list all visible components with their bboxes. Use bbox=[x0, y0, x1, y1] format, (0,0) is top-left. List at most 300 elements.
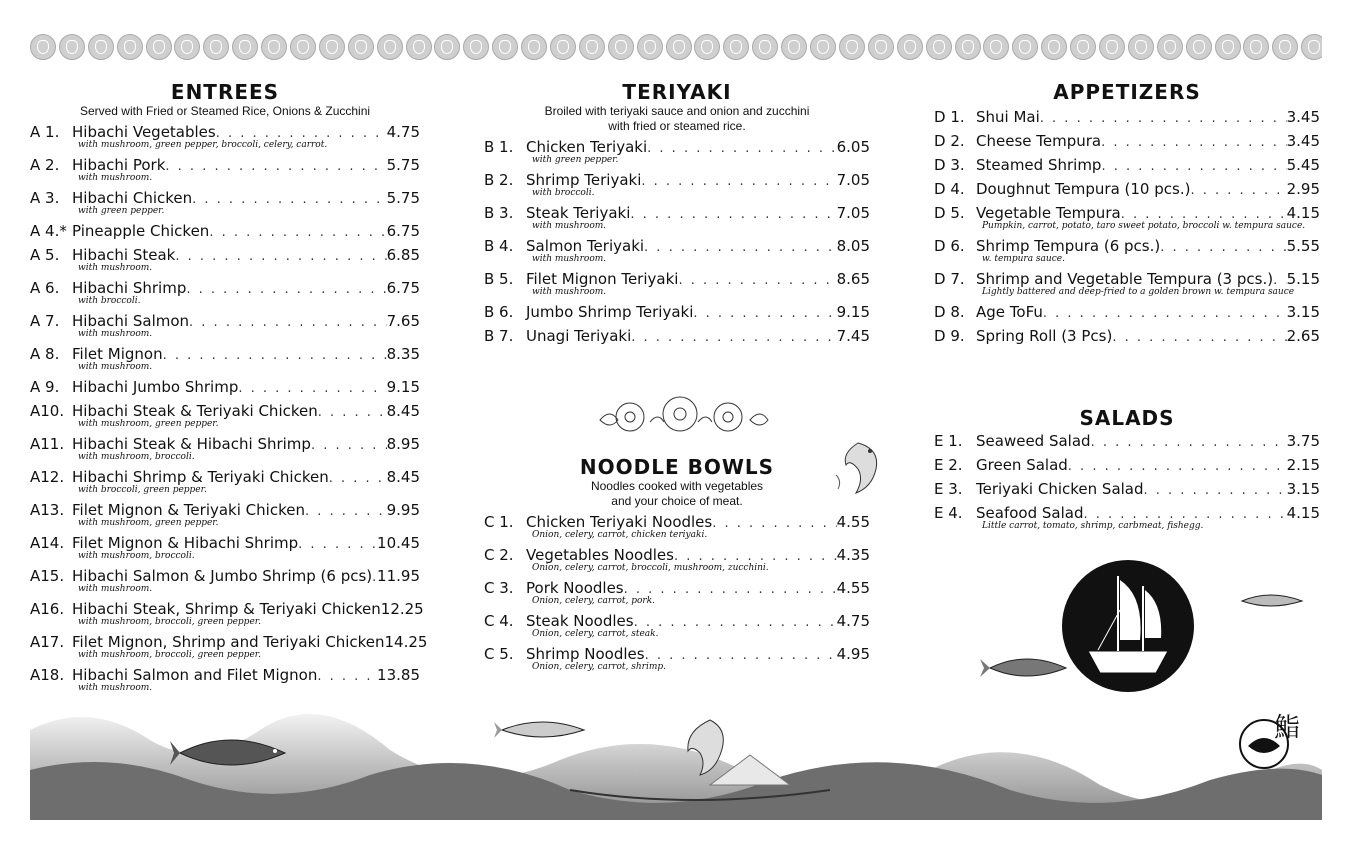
ship-medallion-illustration bbox=[1058, 556, 1198, 696]
menu-item-name: Jumbo Shrimp Teriyaki bbox=[526, 303, 694, 321]
menu-item-code: D 7. bbox=[934, 270, 965, 288]
menu-item bbox=[934, 237, 1320, 265]
menu-item-description: with mushroom. bbox=[78, 329, 153, 339]
menu-item-description: Onion, celery, carrot, shrimp. bbox=[532, 662, 666, 672]
menu-item-name: Doughnut Tempura (10 pcs.) bbox=[976, 180, 1191, 198]
menu-item-name: Steak Teriyaki bbox=[526, 204, 631, 222]
border-medallion bbox=[1128, 34, 1154, 60]
menu-item bbox=[484, 270, 870, 298]
menu-item-price: 4.35 bbox=[836, 546, 870, 564]
menu-item-leader-dots bbox=[238, 379, 386, 398]
menu-item-code: E 2. bbox=[934, 456, 963, 474]
border-medallion bbox=[579, 34, 605, 60]
menu-item-leader-dots bbox=[630, 205, 836, 224]
menu-item-leader-dots bbox=[1091, 433, 1287, 452]
menu-item-description: Lightly battered and deep-fried to a golden brown w. tempura sauce bbox=[982, 287, 1295, 297]
menu-item-row bbox=[934, 327, 1320, 347]
menu-item bbox=[484, 579, 870, 607]
entrees-title: ENTREES bbox=[170, 80, 280, 104]
menu-item-name: Shrimp Teriyaki bbox=[526, 171, 642, 189]
menu-item-description: Pumpkin, carrot, potato, taro sweet potato, broccoli w. tempura sauce. bbox=[982, 221, 1306, 231]
menu-item-code: D 1. bbox=[934, 108, 965, 126]
menu-item-row bbox=[934, 180, 1320, 200]
menu-item-description: with broccoli. bbox=[532, 188, 595, 198]
border-medallion bbox=[637, 34, 663, 60]
menu-item-code: A15. bbox=[30, 567, 65, 585]
menu-item-code: A 8. bbox=[30, 345, 60, 363]
menu-item-description: Onion, celery, carrot, chicken teriyaki. bbox=[532, 530, 708, 540]
menu-item-code: A16. bbox=[30, 600, 65, 618]
border-medallion bbox=[955, 34, 981, 60]
menu-item-leader-dots bbox=[186, 280, 386, 299]
menu-item-price: 5.75 bbox=[386, 189, 420, 207]
border-medallion bbox=[723, 34, 749, 60]
right-tuna-fish-illustration bbox=[980, 650, 1070, 685]
menu-item-name: Cheese Tempura bbox=[976, 132, 1102, 150]
menu-item bbox=[934, 132, 1320, 152]
border-medallion bbox=[1272, 34, 1298, 60]
border-medallion bbox=[348, 34, 374, 60]
menu-item-price: 7.05 bbox=[836, 204, 870, 222]
menu-item-row bbox=[484, 303, 870, 323]
menu-item-description: with mushroom. bbox=[532, 254, 607, 264]
menu-item bbox=[484, 546, 870, 574]
menu-item-price: 8.45 bbox=[386, 468, 420, 486]
salads-section bbox=[934, 406, 1320, 537]
menu-item-leader-dots bbox=[1190, 181, 1286, 200]
border-medallion bbox=[666, 34, 692, 60]
border-medallion bbox=[1041, 34, 1067, 60]
menu-item-leader-dots bbox=[1040, 109, 1287, 128]
chrysanthemum-ornament bbox=[590, 392, 770, 442]
menu-item-leader-dots bbox=[641, 172, 836, 191]
menu-item-code: B 2. bbox=[484, 171, 514, 189]
menu-item-name: Hibachi Salmon & Jumbo Shrimp (6 pcs) bbox=[72, 567, 373, 585]
menu-item-name: Hibachi Pork bbox=[72, 156, 166, 174]
menu-item-code: C 3. bbox=[484, 579, 514, 597]
menu-item-name: Vegetable Tempura bbox=[976, 204, 1121, 222]
menu-item-code: C 5. bbox=[484, 645, 514, 663]
menu-item bbox=[30, 633, 428, 661]
menu-item-description: Onion, celery, carrot, broccoli, mushroom, zucchini. bbox=[532, 563, 769, 573]
menu-item-row bbox=[934, 432, 1320, 452]
menu-item bbox=[484, 204, 870, 232]
border-medallion bbox=[146, 34, 172, 60]
menu-item-code: A 3. bbox=[30, 189, 60, 207]
border-medallion bbox=[983, 34, 1009, 60]
menu-item-leader-dots bbox=[631, 328, 836, 347]
menu-item bbox=[484, 171, 870, 199]
menu-item bbox=[484, 327, 870, 347]
menu-item-description: with mushroom, green pepper, broccoli, celery, carrot. bbox=[78, 140, 328, 150]
menu-item-description: with mushroom. bbox=[78, 683, 153, 693]
menu-item-price: 5.55 bbox=[1286, 237, 1320, 255]
border-medallion bbox=[492, 34, 518, 60]
menu-item-description: Onion, celery, carrot, pork. bbox=[532, 596, 656, 606]
menu-item-price: 13.85 bbox=[377, 666, 420, 684]
menu-item-description: with mushroom. bbox=[532, 287, 607, 297]
menu-item-price: 2.95 bbox=[1286, 180, 1320, 198]
menu-item bbox=[934, 504, 1320, 532]
menu-item-row bbox=[934, 303, 1320, 323]
menu-item-description: with mushroom. bbox=[78, 173, 153, 183]
menu-item-leader-dots bbox=[678, 271, 836, 290]
menu-item bbox=[934, 456, 1320, 476]
noodle-bowls-subtitle-line-1: Noodles cooked with vegetables bbox=[590, 479, 764, 493]
menu-item-row bbox=[934, 480, 1320, 500]
border-medallion bbox=[1301, 34, 1322, 60]
menu-item-name: Chicken Teriyaki Noodles bbox=[526, 513, 713, 531]
border-medallion bbox=[1243, 34, 1269, 60]
menu-item-code: D 3. bbox=[934, 156, 965, 174]
menu-item-description: with mushroom, broccoli, green pepper. bbox=[78, 617, 261, 627]
menu-item-code: D 2. bbox=[934, 132, 965, 150]
border-medallion bbox=[377, 34, 403, 60]
menu-item-description: with mushroom. bbox=[78, 263, 153, 273]
menu-item-code: D 4. bbox=[934, 180, 965, 198]
menu-item bbox=[30, 402, 420, 430]
menu-item-price: 3.45 bbox=[1286, 132, 1320, 150]
menu-item-leader-dots bbox=[305, 502, 387, 521]
border-medallion bbox=[88, 34, 114, 60]
menu-item-name: Unagi Teriyaki bbox=[526, 327, 632, 345]
menu-item-code: A 2. bbox=[30, 156, 60, 174]
border-medallion bbox=[261, 34, 287, 60]
menu-item-leader-dots bbox=[1144, 481, 1287, 500]
menu-item bbox=[484, 645, 870, 673]
menu-item-leader-dots bbox=[1068, 457, 1287, 476]
menu-item-name: Filet Mignon, Shrimp and Teriyaki Chicken bbox=[72, 633, 385, 651]
jumping-koi-illustration bbox=[680, 715, 740, 785]
menu-item-code: D 5. bbox=[934, 204, 965, 222]
menu-item-code: C 1. bbox=[484, 513, 514, 531]
menu-item-price: 5.45 bbox=[1286, 156, 1320, 174]
small-fish-illustration bbox=[1236, 588, 1306, 614]
menu-item bbox=[30, 534, 420, 562]
menu-item-code: B 7. bbox=[484, 327, 514, 345]
border-medallion bbox=[781, 34, 807, 60]
menu-item-price: 3.45 bbox=[1286, 108, 1320, 126]
noodle-bowls-subtitle bbox=[484, 479, 870, 509]
menu-item-description: with mushroom, broccoli. bbox=[78, 452, 195, 462]
border-medallion bbox=[550, 34, 576, 60]
menu-item-code: B 5. bbox=[484, 270, 514, 288]
menu-item-leader-dots bbox=[317, 667, 377, 686]
menu-item-description: with broccoli, green pepper. bbox=[78, 485, 207, 495]
border-medallion bbox=[839, 34, 865, 60]
teriyaki-section bbox=[484, 80, 870, 351]
menu-item-price: 8.95 bbox=[386, 435, 420, 453]
menu-item-code: D 6. bbox=[934, 237, 965, 255]
menu-item-code: A12. bbox=[30, 468, 65, 486]
menu-item-name: Salmon Teriyaki bbox=[526, 237, 645, 255]
menu-item-name: Teriyaki Chicken Salad bbox=[976, 480, 1144, 498]
noodle-bowls-subtitle-line-2: and your choice of meat. bbox=[611, 494, 743, 508]
menu-item-description: w. tempura sauce. bbox=[982, 254, 1065, 264]
border-medallion bbox=[897, 34, 923, 60]
menu-item bbox=[484, 513, 870, 541]
menu-item-price: 4.55 bbox=[836, 513, 870, 531]
menu-item bbox=[30, 567, 420, 595]
entrees-list bbox=[30, 123, 428, 694]
menu-item bbox=[30, 435, 420, 463]
menu-item bbox=[484, 303, 870, 323]
border-medallion bbox=[608, 34, 634, 60]
menu-item-name: Hibachi Steak, Shrimp & Teriyaki Chicken bbox=[72, 600, 381, 618]
menu-item-leader-dots bbox=[163, 346, 387, 365]
menu-item-name: Hibachi Salmon and Filet Mignon bbox=[72, 666, 318, 684]
menu-item-price: 9.15 bbox=[386, 378, 420, 396]
menu-item-description: with mushroom. bbox=[78, 584, 153, 594]
border-medallion bbox=[1215, 34, 1241, 60]
menu-item-description: with mushroom, green pepper. bbox=[78, 419, 219, 429]
border-medallion bbox=[203, 34, 229, 60]
menu-item-price: 4.95 bbox=[836, 645, 870, 663]
menu-item-name: Shrimp Noodles bbox=[526, 645, 645, 663]
menu-item-leader-dots bbox=[192, 190, 386, 209]
menu-item-price: 6.85 bbox=[386, 246, 420, 264]
menu-item-code: A13. bbox=[30, 501, 65, 519]
border-medallion bbox=[1186, 34, 1212, 60]
teriyaki-subtitle bbox=[484, 104, 870, 134]
menu-item bbox=[934, 156, 1320, 176]
menu-item-name: Hibachi Shrimp & Teriyaki Chicken bbox=[72, 468, 329, 486]
menu-item-code: A 7. bbox=[30, 312, 60, 330]
menu-item bbox=[934, 180, 1320, 200]
menu-item-row bbox=[934, 156, 1320, 176]
menu-item-leader-dots bbox=[311, 436, 387, 455]
menu-item bbox=[934, 270, 1320, 298]
menu-item-name: Hibachi Steak bbox=[72, 246, 176, 264]
menu-item-name: Pineapple Chicken bbox=[72, 222, 210, 240]
menu-item-price: 14.25 bbox=[384, 633, 428, 651]
menu-item-leader-dots bbox=[644, 238, 837, 257]
menu-item-code: B 3. bbox=[484, 204, 514, 222]
entrees-subtitle: Served with Fried or Steamed Rice, Onions & Zucchini bbox=[79, 104, 371, 118]
border-medallion bbox=[694, 34, 720, 60]
menu-item-price: 11.95 bbox=[377, 567, 420, 585]
menu-item-price: 4.15 bbox=[1286, 504, 1320, 522]
menu-item bbox=[30, 123, 420, 151]
teriyaki-list bbox=[484, 138, 870, 347]
appetizers-title: APPETIZERS bbox=[1053, 80, 1201, 104]
menu-item-description: with broccoli. bbox=[78, 296, 141, 306]
border-medallion bbox=[1012, 34, 1038, 60]
menu-item-description: with green pepper. bbox=[532, 155, 619, 165]
menu-item-code: A 5. bbox=[30, 246, 60, 264]
menu-item-name: Vegetables Noodles bbox=[526, 546, 674, 564]
menu-item-code: E 4. bbox=[934, 504, 963, 522]
menu-item-row bbox=[484, 327, 870, 347]
menu-item bbox=[934, 108, 1320, 128]
menu-item-price: 5.75 bbox=[386, 156, 420, 174]
menu-item-code: A18. bbox=[30, 666, 65, 684]
entrees-section bbox=[30, 80, 428, 699]
menu-item-price: 8.05 bbox=[836, 237, 870, 255]
menu-item-name: Green Salad bbox=[976, 456, 1068, 474]
menu-item-price: 2.15 bbox=[1286, 456, 1320, 474]
menu-item bbox=[30, 501, 420, 529]
menu-item-price: 3.75 bbox=[1286, 432, 1320, 450]
menu-item-description: with mushroom, green pepper. bbox=[78, 518, 219, 528]
menu-item-leader-dots bbox=[329, 469, 387, 488]
menu-item-description: with mushroom. bbox=[532, 221, 607, 231]
noodle-bowls-section bbox=[484, 455, 870, 678]
menu-item-name: Hibachi Steak & Teriyaki Chicken bbox=[72, 402, 318, 420]
menu-item-price: 4.15 bbox=[1286, 204, 1320, 222]
menu-item-description: with green pepper. bbox=[78, 206, 165, 216]
border-medallion bbox=[232, 34, 258, 60]
border-medallion bbox=[926, 34, 952, 60]
menu-item-leader-dots bbox=[175, 247, 386, 266]
menu-item-leader-dots bbox=[298, 535, 377, 554]
salads-title: SALADS bbox=[1079, 406, 1175, 430]
menu-item-row bbox=[934, 132, 1320, 152]
menu-item-code: A 9. bbox=[30, 378, 60, 396]
menu-item-name: Shrimp and Vegetable Tempura (3 pcs.) bbox=[976, 270, 1274, 288]
menu-item-leader-dots bbox=[693, 304, 836, 323]
menu-item-code: D 9. bbox=[934, 327, 965, 345]
menu-item-name: Shrimp Tempura (6 pcs.) bbox=[976, 237, 1161, 255]
menu-item-code: C 4. bbox=[484, 612, 514, 630]
menu-item-price: 3.15 bbox=[1286, 480, 1320, 498]
menu-item-name: Filet Mignon bbox=[72, 345, 163, 363]
menu-item-price: 6.05 bbox=[836, 138, 870, 156]
menu-item-leader-dots bbox=[624, 580, 837, 599]
menu-item-leader-dots bbox=[712, 514, 836, 533]
border-medallion bbox=[117, 34, 143, 60]
menu-item-row bbox=[30, 222, 420, 242]
menu-item-code: E 1. bbox=[934, 432, 963, 450]
menu-item-code: C 2. bbox=[484, 546, 514, 564]
teriyaki-subtitle-line-2: with fried or steamed rice. bbox=[608, 119, 746, 133]
menu-item-price: 2.65 bbox=[1286, 327, 1320, 345]
menu-item-name: Filet Mignon & Teriyaki Chicken bbox=[72, 501, 305, 519]
menu-item-name: Hibachi Salmon bbox=[72, 312, 190, 330]
menu-item-leader-dots bbox=[189, 313, 387, 332]
border-medallion bbox=[319, 34, 345, 60]
menu-item-leader-dots bbox=[165, 157, 386, 176]
menu-item-name: Filet Mignon Teriyaki bbox=[526, 270, 679, 288]
menu-item-name: Seaweed Salad bbox=[976, 432, 1091, 450]
menu-item-name: Shui Mai bbox=[976, 108, 1040, 126]
teriyaki-title: TERIYAKI bbox=[622, 80, 732, 104]
border-medallion bbox=[463, 34, 489, 60]
menu-item-code: E 3. bbox=[934, 480, 963, 498]
menu-item-price: 4.75 bbox=[836, 612, 870, 630]
menu-item-price: 4.55 bbox=[836, 579, 870, 597]
appetizers-list bbox=[934, 108, 1320, 347]
menu-item-code: A 1. bbox=[30, 123, 60, 141]
menu-item-price: 7.05 bbox=[836, 171, 870, 189]
menu-item-code: B 4. bbox=[484, 237, 514, 255]
border-medallion bbox=[752, 34, 778, 60]
menu-item-name: Age ToFu bbox=[976, 303, 1043, 321]
teriyaki-subtitle-line-1: Broiled with teriyaki sauce and onion and zucchini bbox=[544, 104, 810, 118]
menu-item-name: Seafood Salad bbox=[976, 504, 1084, 522]
menu-item bbox=[934, 303, 1320, 323]
menu-item-price: 7.45 bbox=[836, 327, 870, 345]
border-medallion bbox=[30, 34, 56, 60]
menu-item-leader-dots bbox=[1043, 304, 1287, 323]
menu-item-code: A10. bbox=[30, 402, 65, 420]
menu-item-name: Spring Roll (3 Pcs) bbox=[976, 327, 1113, 345]
menu-item-leader-dots bbox=[634, 613, 837, 632]
border-medallion bbox=[290, 34, 316, 60]
menu-item-leader-dots bbox=[645, 646, 837, 665]
menu-item-price: 7.65 bbox=[386, 312, 420, 330]
menu-item bbox=[30, 600, 424, 628]
noodle-bowls-list bbox=[484, 513, 870, 673]
border-medallion bbox=[1099, 34, 1125, 60]
menu-item-price: 8.45 bbox=[386, 402, 420, 420]
menu-item-description: Onion, celery, carrot, steak. bbox=[532, 629, 659, 639]
menu-item-name: Chicken Teriyaki bbox=[526, 138, 648, 156]
menu-item-code: B 1. bbox=[484, 138, 514, 156]
menu-item-name: Steamed Shrimp bbox=[976, 156, 1102, 174]
menu-item bbox=[30, 189, 420, 217]
menu-item-code: A14. bbox=[30, 534, 65, 552]
menu-item-price: 3.15 bbox=[1286, 303, 1320, 321]
border-medallion bbox=[521, 34, 547, 60]
menu-item-leader-dots bbox=[1101, 133, 1287, 152]
tuna-fish-illustration bbox=[170, 728, 300, 778]
menu-item-price: 8.65 bbox=[836, 270, 870, 288]
menu-item-price: 10.45 bbox=[377, 534, 420, 552]
menu-item-code: A 4.* bbox=[30, 222, 67, 240]
border-medallion bbox=[868, 34, 894, 60]
menu-item-name: Filet Mignon & Hibachi Shrimp bbox=[72, 534, 299, 552]
menu-item-description: with mushroom. bbox=[78, 362, 153, 372]
menu-item-leader-dots bbox=[318, 403, 387, 422]
border-medallion bbox=[434, 34, 460, 60]
menu-item bbox=[934, 204, 1320, 232]
menu-item bbox=[30, 378, 420, 398]
menu-item-code: A17. bbox=[30, 633, 65, 651]
noodle-bowls-title: NOODLE BOWLS bbox=[579, 455, 775, 479]
border-medallion bbox=[406, 34, 432, 60]
menu-item bbox=[484, 612, 870, 640]
menu-item bbox=[30, 279, 420, 307]
menu-item-leader-dots bbox=[647, 139, 836, 158]
menu-item bbox=[934, 432, 1320, 452]
border-medallion bbox=[59, 34, 85, 60]
menu-item-price: 8.35 bbox=[386, 345, 420, 363]
menu-item-name: Hibachi Chicken bbox=[72, 189, 193, 207]
border-medallion bbox=[1070, 34, 1096, 60]
menu-item bbox=[30, 345, 420, 373]
menu-item-name: Steak Noodles bbox=[526, 612, 634, 630]
border-medallion bbox=[1157, 34, 1183, 60]
menu-item-row bbox=[934, 456, 1320, 476]
mackerel-fish-illustration bbox=[494, 712, 589, 747]
menu-item-name: Hibachi Shrimp bbox=[72, 279, 187, 297]
menu-item-code: A11. bbox=[30, 435, 65, 453]
menu-item-name: Hibachi Jumbo Shrimp bbox=[72, 378, 239, 396]
menu-item-description: with mushroom, broccoli. bbox=[78, 551, 195, 561]
menu-item-row bbox=[30, 378, 420, 398]
menu-item-name: Pork Noodles bbox=[526, 579, 624, 597]
menu-item bbox=[934, 480, 1320, 500]
menu-item-name: Hibachi Steak & Hibachi Shrimp bbox=[72, 435, 311, 453]
menu-item-price: 6.75 bbox=[386, 279, 420, 297]
menu-item-description: Little carrot, tomato, shrimp, carbmeat, fishegg. bbox=[982, 521, 1204, 531]
menu-item-price: 5.15 bbox=[1286, 270, 1320, 288]
menu-item-leader-dots bbox=[1112, 328, 1286, 347]
menu-item bbox=[30, 222, 420, 242]
menu-item-code: D 8. bbox=[934, 303, 965, 321]
border-medallion bbox=[174, 34, 200, 60]
